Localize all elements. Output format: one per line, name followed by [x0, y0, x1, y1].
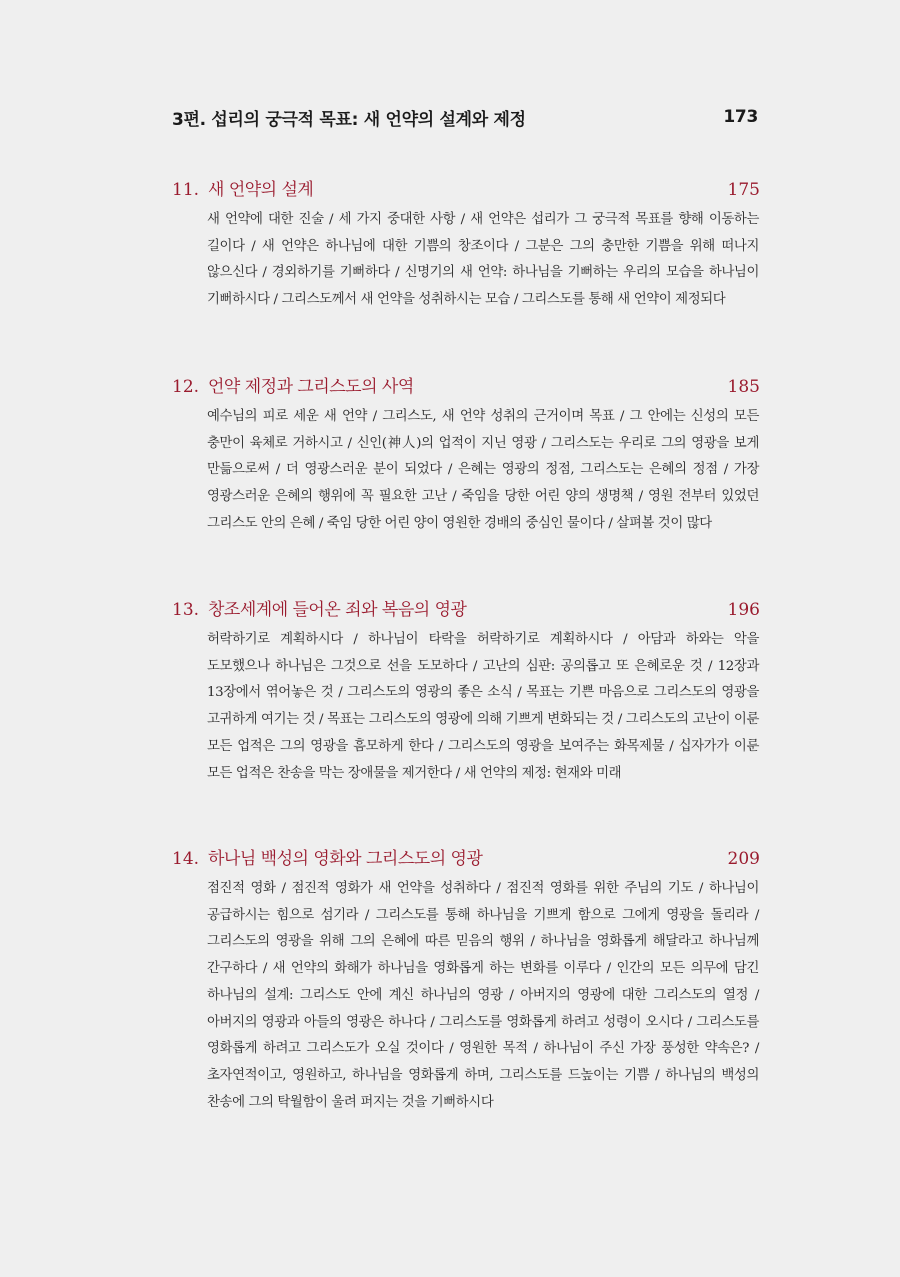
chapter-page-number: 175	[727, 180, 760, 200]
running-header	[172, 102, 758, 132]
chapter-11	[172, 175, 760, 314]
chapter-page-number: 209	[727, 849, 760, 869]
chapter-page-number: 196	[727, 600, 760, 620]
chapter-heading[interactable]	[172, 175, 760, 205]
chapter-summary: 허락하기로 계획하시다 / 하나님이 타락을 허락하기로 계획하시다 / 아담과 하와는 악을 도모했으나 하나님은 그것으로 선을 도모하다 / 고난의 심판: 공의롭고 또 은혜로운 것 / 12장과 13장에서 엮어놓은 것 / 그리스도의 영광의 좋은 소식 / 목표는 기쁜 마음으로 그리스도의 영광을 고귀하게 여기는 것 / 목표는 그리스도의 영광에 의해 기쁘게 변화되는 것 / 그리스도의 고난이 이룬 모든 업적은 그의 영광을 흠모하게 한다 / 그리스도의 영광을 보여주는 화목제물 / 십자가가 이룬 모든 업적은 찬송을 막는 장애물을 제거한다 / 새 언약의 제정: 현재와 미래	[207, 632, 759, 781]
chapter-title: 창조세계에 들어온 죄와 복음의 영광	[208, 600, 467, 620]
chapter-summary: 새 언약에 대한 진술 / 세 가지 중대한 사항 / 새 언약은 섭리가 그 궁극적 목표를 향해 이동하는 길이다 / 새 언약은 하나님에 대한 기쁨의 창조이다 / 그분은 그의 충만한 기쁨을 위해 떠나지 않으신다 / 경외하기를 기뻐하다 / 신명기의 새 언약: 하나님을 기뻐하는 우리의 모습을 하나님이 기뻐하시다 / 그리스도께서 새 언약을 성취하시는 모습 / 그리스도를 통해 새 언약이 제정되다	[207, 212, 759, 308]
chapter-number: 11.	[172, 180, 200, 200]
chapter-title: 하나님 백성의 영화와 그리스도의 영광	[208, 849, 483, 869]
chapter-heading[interactable]	[172, 844, 760, 874]
chapter-title: 새 언약의 설계	[208, 180, 314, 200]
chapter-14	[172, 844, 760, 1116]
chapter-summary: 점진적 영화 / 점진적 영화가 새 언약을 성취하다 / 점진적 영화를 위한 주님의 기도 / 하나님이 공급하시는 힘으로 섬기라 / 그리스도를 통해 하나님을 기쁘게 함으로 그에게 영광을 돌리라 / 그리스도의 영광을 위해 그의 은혜에 따른 믿음의 행위 / 하나님을 영화롭게 해달라고 하나님께 간구하다 / 새 언약의 화해가 하나님을 영화롭게 하는 변화를 이루다 / 인간의 모든 의무에 담긴 하나님의 설계: 그리스도 안에 계신 하나님의 영광 / 아버지의 영광에 대한 그리스도의 열정 / 아버지의 영광과 아들의 영광은 하나다 / 그리스도를 영화롭게 하려고 성령이 오시다 / 그리스도를 영화롭게 하려고 그리스도가 오실 것이다 / 영원한 목적 / 하나님이 주신 가장 풍성한 약속은? / 초자연적이고, 영원하고, 하나님을 영화롭게 하며, 그리스도를 드높이는 기쁨 / 하나님의 백성의 찬송에 그의 탁월함이 울려 퍼지는 것을 기뻐하시다	[207, 881, 759, 1110]
chapter-13	[172, 595, 760, 787]
chapter-number: 14.	[172, 849, 200, 869]
page-number: 173	[723, 107, 758, 127]
chapter-heading[interactable]	[172, 372, 760, 402]
chapter-number: 12.	[172, 377, 200, 397]
chapter-summary: 예수님의 피로 세운 새 언약 / 그리스도, 새 언약 성취의 근거이며 목표 / 그 안에는 신성의 모든 충만이 육체로 거하시고 / 신인(神人)의 업적이 지닌 영광 / 그리스도는 우리로 그의 영광을 보게 만듦으로써 / 더 영광스러운 분이 되었다 / 은혜는 영광의 정점, 그리스도는 은혜의 정점 / 가장 영광스러운 은혜의 행위에 꼭 필요한 고난 / 죽임을 당한 어린 양의 생명책 / 영원 전부터 있었던 그리스도 안의 은혜 / 죽임 당한 어린 양이 영원한 경배의 중심인 물이다 / 살펴볼 것이 많다	[207, 409, 759, 531]
chapter-number: 13.	[172, 600, 200, 620]
chapter-title: 언약 제정과 그리스도의 사역	[208, 377, 414, 397]
chapter-12	[172, 372, 760, 538]
chapter-heading[interactable]	[172, 595, 760, 625]
part-title: 3편. 섭리의 궁극적 목표: 새 언약의 설계와 제정	[172, 109, 526, 130]
chapter-page-number: 185	[727, 377, 760, 397]
